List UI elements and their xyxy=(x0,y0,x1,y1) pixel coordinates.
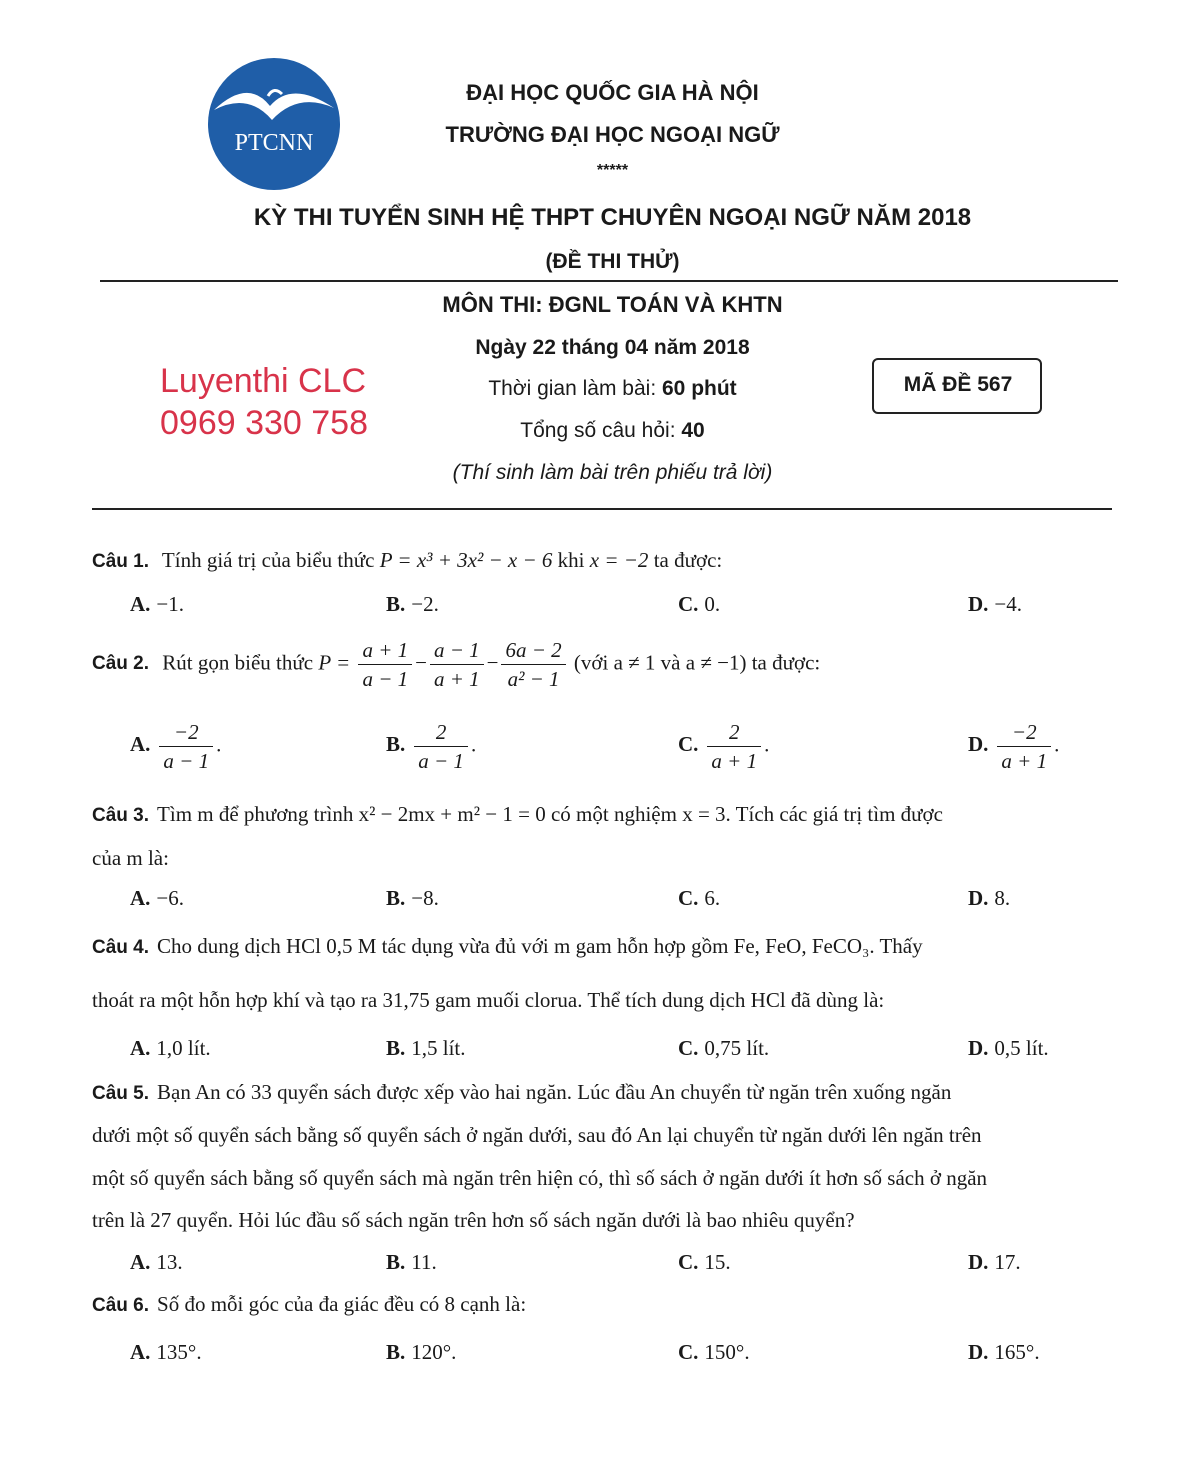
answer-option xyxy=(130,886,184,911)
option-letter: B. xyxy=(386,1036,406,1060)
option-letter: D. xyxy=(968,732,989,757)
answer-option xyxy=(968,592,1022,617)
question-text: Rút gọn biểu thức xyxy=(162,650,314,675)
header-divider-bottom xyxy=(92,508,1112,510)
option-letter: A. xyxy=(130,732,151,757)
option-value: 0. xyxy=(704,592,721,616)
question-text: Tìm m để phương trình x² − 2mx + m² − 1 = 0 có một nghiệm x = 3. Tích các giá trị tìm được xyxy=(157,802,943,826)
answer-option xyxy=(386,1036,466,1061)
option-value: −4. xyxy=(994,592,1023,616)
option-value: 0,5 lít. xyxy=(994,1036,1049,1060)
fraction: $\frac{a + 1}{a - 1}$ xyxy=(358,636,412,693)
option-value: 135°. xyxy=(156,1340,202,1364)
option-value: −1. xyxy=(156,592,185,616)
answer-option xyxy=(386,592,439,617)
option-value: 120°. xyxy=(411,1340,457,1364)
answer-option: C. $\frac{2}{a + 1}$ . xyxy=(678,720,770,773)
option-letter: C. xyxy=(678,886,699,910)
option-value: 17. xyxy=(994,1250,1021,1274)
option-letter: C. xyxy=(678,1250,699,1274)
exam-title: KỲ THI TUYỂN SINH HỆ THPT CHUYÊN NGOẠI NGỮ NĂM 2018 xyxy=(253,204,972,231)
option-letter: A. xyxy=(130,1340,151,1364)
question-label: Câu 2. xyxy=(92,653,150,675)
exam-code-box xyxy=(872,358,1042,414)
option-letter: C. xyxy=(678,732,699,757)
option-value: 15. xyxy=(704,1250,731,1274)
math-expression: P = xyxy=(318,650,351,675)
answer-option xyxy=(678,592,720,617)
exam-code: MÃ ĐỀ 567 xyxy=(903,373,1013,396)
option-value: −8. xyxy=(411,886,439,910)
option-letter: D. xyxy=(968,592,989,616)
exam-date: Ngày 22 tháng 04 năm 2018 xyxy=(475,336,750,359)
fraction: $\frac{-2}{a + 1}$ xyxy=(997,718,1051,775)
option-letter: B. xyxy=(386,592,406,616)
duration-label: Thời gian làm bài: xyxy=(488,377,662,400)
option-value: 150°. xyxy=(704,1340,750,1364)
question-text: ta được: xyxy=(653,548,723,572)
answer-option: D. $\frac{-2}{a + 1}$ . xyxy=(968,720,1060,773)
option-letter: C. xyxy=(678,1340,699,1364)
answer-option xyxy=(678,1250,731,1275)
option-value: 165°. xyxy=(994,1340,1040,1364)
exam-subtitle: (ĐỀ THI THỬ) xyxy=(545,250,680,273)
option-letter: C. xyxy=(678,592,699,616)
math-expression: P = x³ + 3x² − x − 6 xyxy=(379,548,553,572)
school-name: TRƯỜNG ĐẠI HỌC NGOẠI NGỮ xyxy=(445,122,780,147)
answer-option xyxy=(386,1250,437,1275)
count-value: 40 xyxy=(681,419,705,442)
question-6 xyxy=(92,1292,526,1317)
answer-option xyxy=(130,1340,202,1365)
fraction: $\frac{2}{a + 1}$ xyxy=(707,718,761,775)
question-2: Câu 2. Rút gọn biểu thức P = $\frac{a + 1}{a - 1}$ − $\frac{a - 1}{a + 1}$ − $\frac{6a - 2}{\text{a² − 1}}$ (với a ≠ 1 và a ≠ −1) ta được: xyxy=(92,638,821,691)
fraction: $\frac{6a - 2}{\text{a² − 1}}$ xyxy=(501,636,565,693)
question-4-continued: thoát ra một hỗn hợp khí và tạo ra 31,75 gam muối clorua. Thể tích dung dịch HCl đã dùng là: xyxy=(92,988,885,1012)
question-5-line-3: một số quyển sách bằng số quyển sách mà ngăn trên hiện có, thì số sách ở ngăn dưới ít hơn số sách ở ngăn xyxy=(92,1166,988,1190)
question-text: (với a ≠ 1 và a ≠ −1) ta được: xyxy=(573,650,821,675)
option-letter: A. xyxy=(130,886,151,910)
answer-option xyxy=(678,1036,769,1061)
fraction: $\frac{-2}{a - 1}$ xyxy=(159,718,213,775)
question-label: Câu 6. xyxy=(92,1295,150,1316)
question-5 xyxy=(92,1080,951,1105)
option-value: 1,5 lít. xyxy=(411,1036,466,1060)
answer-option xyxy=(678,1340,750,1365)
question-label: Câu 1. xyxy=(92,551,150,572)
question-text: Cho dung dịch HCl 0,5 M tác dụng vừa đủ với m gam hỗn hợp gồm Fe, FeO, FeCO₃. Thấy xyxy=(157,934,923,958)
option-value: 13. xyxy=(156,1250,183,1274)
question-text: khi xyxy=(557,548,585,572)
question-label: Câu 4. xyxy=(92,937,150,958)
option-letter: D. xyxy=(968,1340,989,1364)
stars-divider: ***** xyxy=(596,162,629,179)
question-3 xyxy=(92,802,943,827)
question-3-continued: của m là: xyxy=(92,846,169,870)
watermark-brand: Luyenthi CLC xyxy=(160,362,367,400)
option-letter: D. xyxy=(968,1036,989,1060)
option-letter: A. xyxy=(130,1250,151,1274)
question-5-line-4: trên là 27 quyển. Hỏi lúc đầu số sách ngăn trên hơn số sách ngăn dưới là bao nhiêu quyển? xyxy=(92,1208,855,1232)
fraction: $\frac{2}{a - 1}$ xyxy=(414,718,468,775)
answer-option xyxy=(968,886,1010,911)
answer-option xyxy=(130,592,184,617)
question-text: Tính giá trị của biểu thức xyxy=(161,548,375,572)
answer-option: B. $\frac{2}{a - 1}$ . xyxy=(386,720,477,773)
option-value: −2. xyxy=(411,592,439,616)
logo-text: PTCNN xyxy=(234,130,314,156)
option-value: 1,0 lít. xyxy=(156,1036,211,1060)
option-letter: D. xyxy=(968,1250,989,1274)
answer-option xyxy=(968,1250,1021,1275)
question-1 xyxy=(92,548,722,573)
option-letter: B. xyxy=(386,1250,406,1274)
question-5-line-2: dưới một số quyển sách bằng số quyển sách ở ngăn dưới, sau đó An lại chuyển từ ngăn dưới lên ngăn trên xyxy=(92,1123,982,1147)
answer-option xyxy=(968,1340,1040,1365)
answer-option xyxy=(130,1250,183,1275)
question-text: Bạn An có 33 quyển sách được xếp vào hai ngăn. Lúc đầu An chuyển từ ngăn trên xuống ngăn xyxy=(157,1080,952,1104)
option-letter: A. xyxy=(130,592,151,616)
math-condition: x = −2 xyxy=(589,548,649,572)
question-label: Câu 3. xyxy=(92,805,150,826)
answer-option xyxy=(968,1036,1049,1061)
option-letter: C. xyxy=(678,1036,699,1060)
option-letter: B. xyxy=(386,1340,406,1364)
answer-option xyxy=(130,1036,211,1061)
answer-option xyxy=(678,886,720,911)
duration-value: 60 phút xyxy=(662,377,737,400)
option-letter: B. xyxy=(386,886,406,910)
answer-option xyxy=(386,886,439,911)
exam-instruction: (Thí sinh làm bài trên phiếu trả lời) xyxy=(452,461,773,484)
option-value: 0,75 lít. xyxy=(704,1036,770,1060)
option-value: 8. xyxy=(994,886,1011,910)
option-letter: A. xyxy=(130,1036,151,1060)
option-letter: D. xyxy=(968,886,989,910)
answer-option xyxy=(386,1340,456,1365)
question-4 xyxy=(92,934,923,959)
university-name: ĐẠI HỌC QUỐC GIA HÀ NỘI xyxy=(466,80,759,105)
watermark-phone: 0969 330 758 xyxy=(160,404,368,442)
option-value: −6. xyxy=(156,886,185,910)
question-text: Số đo mỗi góc của đa giác đều có 8 cạnh là: xyxy=(157,1292,527,1316)
fraction: $\frac{a - 1}{a + 1}$ xyxy=(430,636,484,693)
option-letter: B. xyxy=(386,732,406,757)
question-label: Câu 5. xyxy=(92,1083,150,1104)
exam-subject: MÔN THI: ĐGNL TOÁN VÀ KHTN xyxy=(442,292,783,317)
option-value: 6. xyxy=(704,886,721,910)
answer-option: A. $\frac{-2}{a - 1}$ . xyxy=(130,720,222,773)
option-value: 11. xyxy=(411,1250,437,1274)
count-label: Tổng số câu hỏi: xyxy=(520,419,682,442)
header-divider-top xyxy=(100,280,1118,282)
